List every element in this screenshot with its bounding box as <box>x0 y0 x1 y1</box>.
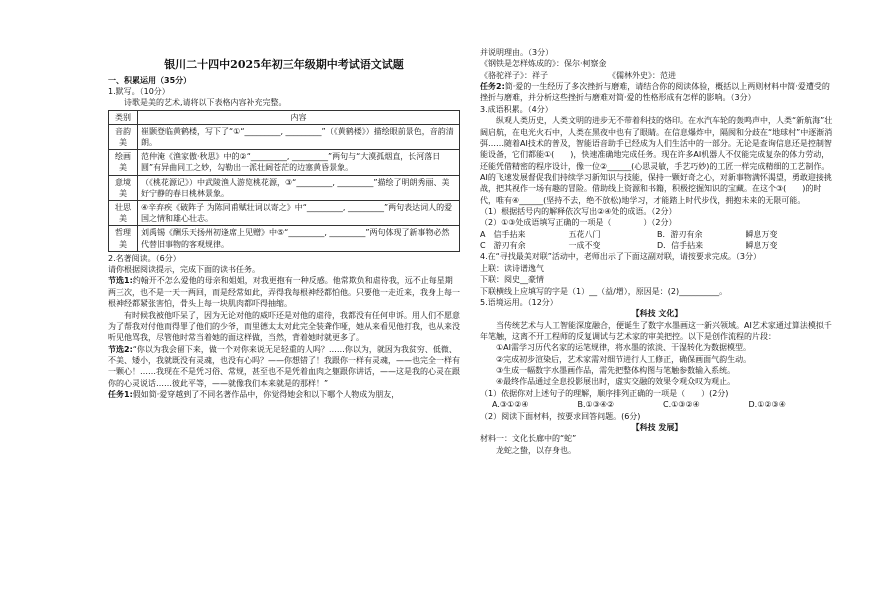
option-c: C 游刃有余 <box>480 241 526 251</box>
option-b-2: 瞬息万变 <box>745 229 778 239</box>
right-column <box>480 47 834 456</box>
question-3-sub-1: （1）根据括号内的解释依次写出②④处的成语。（2分） <box>480 207 677 217</box>
process-step: ④最终作品通过全息投影展出时，虚实交融的效果令观众叹为观止。 <box>496 377 736 387</box>
table-cell-content: 范仲淹《渔家傲·秋思》中的②“_________, _________”两句与“大漠孤烟直，长河落日圆”有异曲同工之妙，勾勒出一派壮阔苍茫的边塞黄昏景象。 <box>138 150 460 175</box>
option-d-2: 瞬息万变 <box>745 241 778 251</box>
table-cell-category: 意境美 <box>109 175 138 200</box>
order-options <box>480 399 834 410</box>
order-option-d: D.①②③④ <box>748 400 786 410</box>
question-5-passage: 当传统艺术与人工智能深度融合，便诞生了数字水墨画这一新兴领域。AI艺术家通过算法模拟千年笔触，这离不开工程师的反复调试与艺术家的审美把控。以下是创作流程的片段： <box>480 320 832 341</box>
table-cell-content: ④辛弃疾《破阵子 为陈同甫赋壮词以寄之》中“_________, _________”两句表达词人的爱国之情和雄心壮志。 <box>138 201 460 226</box>
order-option-c: C.①③②④ <box>663 400 700 410</box>
question-1-intro: 诗歌是美的艺术,请将以下表格内容补充完整。 <box>124 98 287 108</box>
section-tag-development: 【科技 发展】 <box>631 422 683 432</box>
table-header-cell: 内容 <box>138 110 460 124</box>
excerpt-2-text: “你以为我会留下来，做一个对你来说无足轻重的人吗？……你以为，就因为我贫穷、低微、不美、矮小，我就既没有灵魂，也没有心吗？——你想错了！我跟你一样有灵魂，——也完全一样有一颗心！……我现在不是凭习俗、常规，甚至也不是凭着血肉之躯跟你讲话，——这是我的心灵在跟你的心灵说话……彼此平等，——就像我们本来就是的那样！” <box>108 344 460 388</box>
excerpt-1-text: 约翰开不怎么爱他的母亲和姐姐，对我更抱有一种反感。他常欺负和虐待我，远不止每星期两三次，也不是一天一两回，而是经常如此，弄得我每根神经都怕他。只要他一走近来，我身上每一根神经都紧张害怕，骨头上每一块肌肉都吓得抽缩。 <box>108 276 460 309</box>
material-1-title: 材料一：文化长廊中的“蛇” <box>480 434 577 444</box>
material-1-text: 龙蛇之蛰，以存身也。 <box>496 445 576 455</box>
task-2-label: 任务2: <box>480 82 505 92</box>
question-3-passage: 纵观人类历史，人类文明的进步无不带着科技的烙印。在水汽车轮的轰鸣声中，人类“新航海”壮阔启航，在电光火石中，人类在黑夜中也有了眼睛。在信息爆炸中，隔阂和分歧在“地球村”中逐渐消弭……随着AI技术的普及，智能语音助手已经成为人们生活中的一部分。无论是查询信息还是控制智能设备，它们都能①( )，快速准确地完成任务。现在许多AI机器人不仅能完成复杂的体力劳动，还能凭借精密的程序设计，像一位②______(心思灵敏，手艺巧妙)的工匠一样完成精细的工艺制作。AI的飞速发展督促我们持续学习新知识与技能，保持一颗好奇之心，对新事物满怀渴望，勇敢迎接挑战，把其视作一场有趣的冒险。借助线上资源和书籍，积极挖掘知识的宝藏。在这个③( )的时代，唯有④______(坚持不去，绝不放松)地学习，才能踏上时代步伐，拥抱未来的无限可能。 <box>480 116 833 205</box>
excerpt-1 <box>108 275 460 309</box>
task-1-text: 假如简·爱穿越到了不同名著作品中，你觉得她会和以下哪个人物成为朋友， <box>132 390 400 400</box>
table-cell-category: 哲理美 <box>109 226 138 251</box>
option-row-ab <box>480 229 834 240</box>
task-1 <box>108 389 460 400</box>
table-cell-category: 壮思美 <box>109 201 138 226</box>
book-option-line-2 <box>480 70 834 81</box>
table-row <box>109 124 460 149</box>
question-2-intro: 请你根据阅读提示，完成下面的读书任务。 <box>108 265 260 275</box>
option-c-2: 一成不变 <box>568 241 601 251</box>
couplet-lower: 下联：阅史__豪情 <box>480 275 544 285</box>
book-option-line-1: 《钢铁是怎样炼成的》：保尔·柯察金 <box>480 59 607 69</box>
table-cell-content: 崔颢登临黄鹤楼，写下了“①“_________, _________”（《黄鹤楼》）描绘眼前景色，音韵清朗。 <box>138 124 460 149</box>
order-option-a: A.③①②④ <box>492 400 529 410</box>
table-row <box>109 175 460 200</box>
process-step: ①AI需学习历代名家的运笔规律，将水墨的浓淡、干湿转化为数据模型。 <box>496 343 752 353</box>
option-row-cd <box>480 240 834 251</box>
couplet-upper: 上联：读诗谱逸气 <box>480 263 544 273</box>
order-option-b: B.①③④② <box>577 400 615 410</box>
table-cell-content: （《桃花源记》）中武陵渔人游览桃花源，③“_________, _________”描绘了明朗秀丽、美好宁静的春日桃林景象。 <box>138 175 460 200</box>
question-2: 2.名著阅读。（6分） <box>108 253 181 263</box>
process-step: ③生成一幅数字水墨画作品，需先把整体构图与笔触参数输入系统。 <box>496 366 736 376</box>
option-a: A 信手拈来 <box>480 229 526 239</box>
question-5-sub-1: （1）依据你对上述句子的理解，顺序排列正确的一项是（ ）(2分) <box>480 388 729 398</box>
option-d: D．信手拈来 <box>657 241 704 251</box>
poem-table <box>108 110 460 252</box>
question-1: 1.默写。（10分） <box>108 86 170 96</box>
task-1-continued: 并说明理由。（3分） <box>480 48 554 57</box>
task-1-label: 任务1: <box>108 390 133 400</box>
excerpt-2 <box>108 344 460 389</box>
table-row <box>109 201 460 226</box>
question-4: 4.在“寻找最美对联”活动中，老师出示了下面这副对联，请按要求完成。（3分） <box>480 252 762 262</box>
table-row <box>109 150 460 175</box>
excerpt-1-label: 节选1: <box>108 276 133 286</box>
question-4-task: 下联横线上应填写的字是（1）__（益/增），原因是：(2)__________。 <box>480 286 728 296</box>
question-5: 5.语境运用。（12分） <box>480 297 558 307</box>
page-title: 银川二十四中2025年初三年级期中考试语文试题 <box>164 58 404 71</box>
excerpt-1-continued: 有时候我被他吓呆了，因为无论对他的威吓还是对他的虐待，我都没有任何申诉。用人们不愿意为了帮我对付他而得罪了他们的少爷，而里德太太对此完全装聋作哑，她从来看见他打我，也从来没听见他骂我，尽管他时常当着她的面这样做，当然，背着她时就更多了。 <box>108 310 460 343</box>
left-column <box>108 0 460 400</box>
table-cell-category: 音韵美 <box>109 124 138 149</box>
table-header-cell: 类别 <box>109 110 138 124</box>
section-tag-culture: 【科技 文化】 <box>631 309 683 319</box>
book-option-fanjin: 《儒林外史》：范进 <box>608 70 676 80</box>
table-cell-category: 绘画美 <box>109 150 138 175</box>
table-row <box>109 226 460 251</box>
excerpt-2-label: 节选2: <box>108 344 133 354</box>
task-2-text: 简·爱的一生经历了多次挫折与磨难，请结合你的阅读体验，概括以上两则材料中简·爱遭受的挫折与磨难，并分析这些挫折与磨难对简·爱的性格形成有怎样的影响。（3分） <box>480 82 830 103</box>
option-b: B．游刃有余 <box>657 229 703 239</box>
table-header-row <box>109 110 460 124</box>
task-2 <box>480 81 834 104</box>
book-option-xiangzi: 《骆驼祥子》：祥子 <box>480 70 548 80</box>
question-3-sub-2: （2）①③处成语填写正确的一项是（ ）（2分） <box>480 218 677 228</box>
process-step: ②完成初步渲染后，艺术家需对细节进行人工修正，确保画面气韵生动。 <box>496 354 752 364</box>
section-heading: 一、积累运用（35分） <box>108 75 192 85</box>
table-cell-content: 刘禹锡《酬乐天扬州初逢席上见赠》中⑤“_________, _________”两句体现了新事物必然代替旧事物的客观规律。 <box>138 226 460 251</box>
question-5-sub-2: （2）阅读下面材料，按要求回答问题。(6分) <box>480 411 641 421</box>
option-a-2: 五花八门 <box>568 229 601 239</box>
question-3: 3.成语积累。（4分） <box>480 104 553 114</box>
